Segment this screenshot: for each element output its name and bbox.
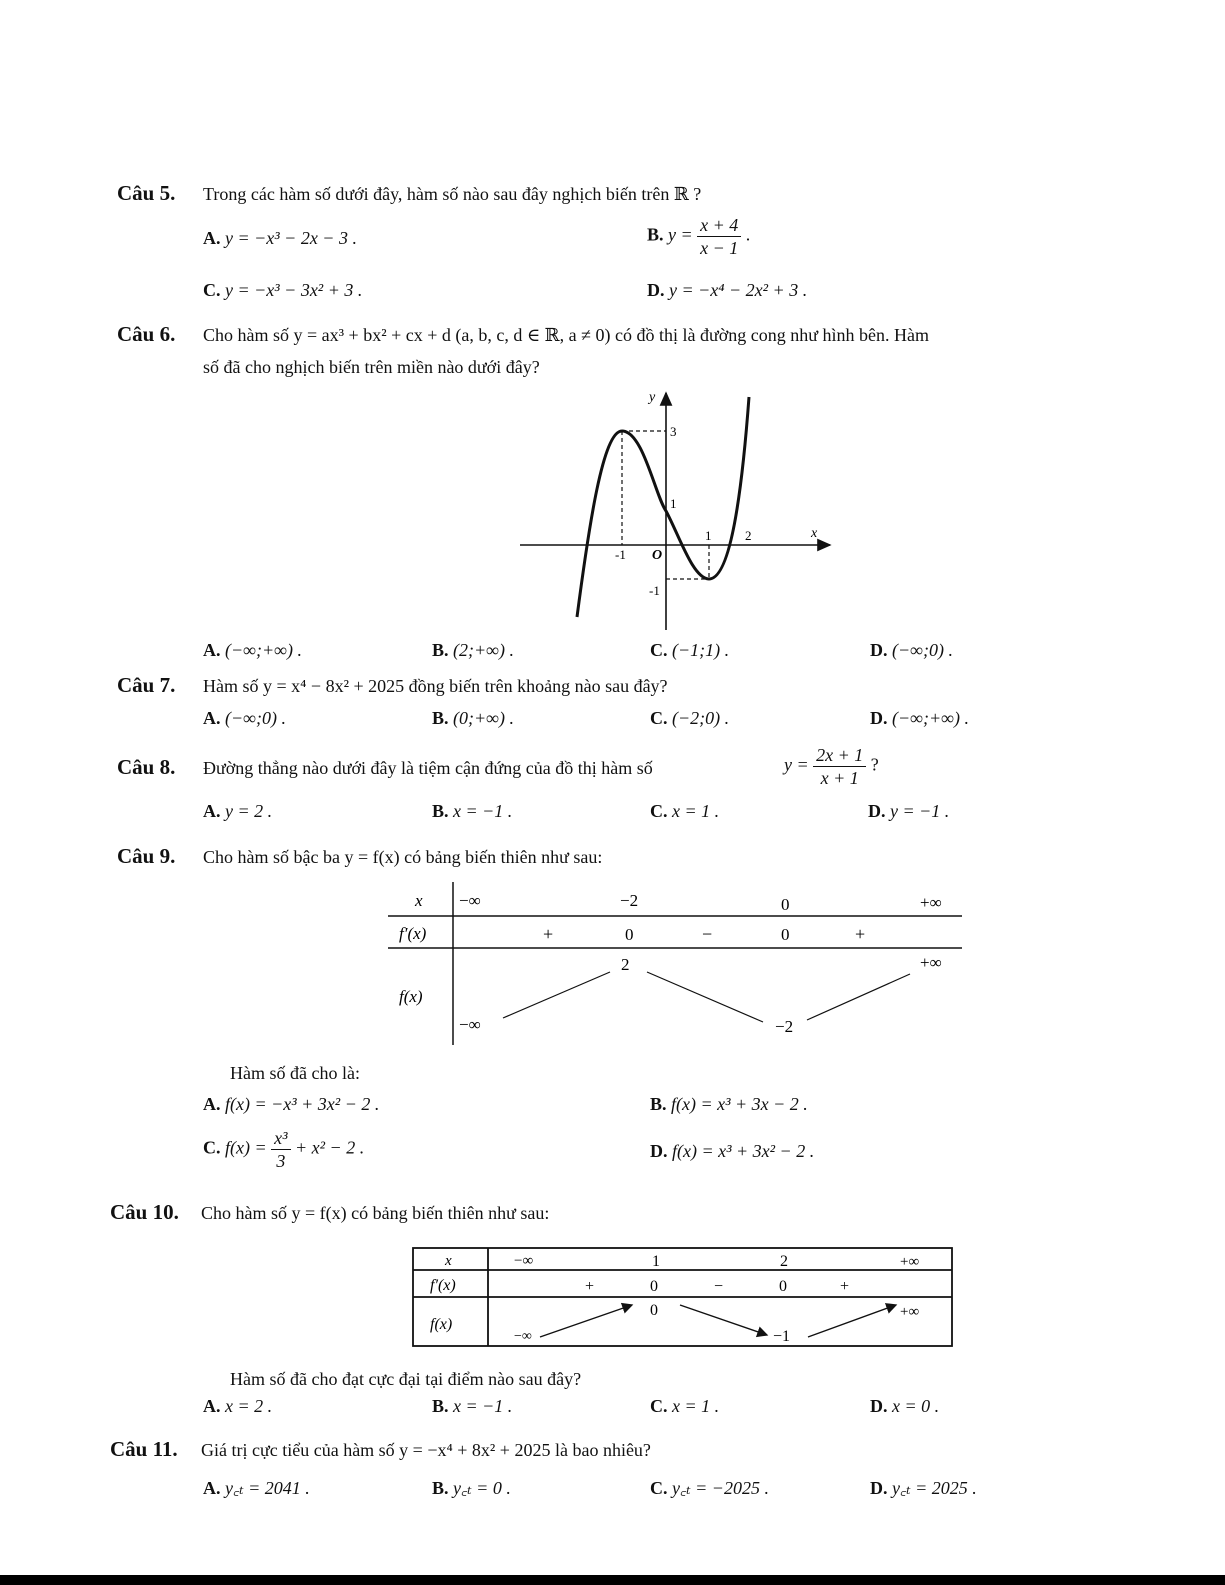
arrow-up-2 (808, 1305, 896, 1337)
fprime-plus-2: + (840, 1278, 850, 1295)
q9-option-c[interactable] (203, 1127, 364, 1172)
option-letter: B. (647, 224, 664, 245)
x-value-0: 0 (781, 895, 790, 914)
option-letter: A. (203, 1094, 221, 1114)
fraction (813, 744, 866, 789)
fprime-zero-2: 0 (781, 925, 790, 944)
function-prefix: y = (784, 754, 809, 775)
q11-label: Câu 11. (110, 1437, 178, 1461)
x-tick-1: 1 (705, 528, 712, 543)
option-letter: B. (650, 1094, 667, 1114)
option-letter: B. (432, 1478, 449, 1498)
x-value-minus-inf: −∞ (459, 891, 481, 910)
x-value-plus-inf: +∞ (900, 1254, 920, 1270)
q7-option-d[interactable] (870, 708, 969, 729)
option-value: y꜀ₜ = 0 . (453, 1478, 511, 1498)
x-tick-2: 2 (745, 528, 752, 543)
option-value: (0;+∞) . (453, 708, 514, 728)
q8-option-b[interactable] (432, 801, 512, 822)
option-value: x = 1 . (672, 801, 720, 821)
q11-option-c[interactable] (650, 1476, 769, 1500)
option-letter: A. (203, 1396, 221, 1416)
option-letter: A. (203, 801, 221, 821)
q7-option-a[interactable] (203, 708, 286, 729)
q9-option-d[interactable] (650, 1141, 814, 1162)
option-value: (−∞;+∞) . (892, 708, 969, 728)
q6-option-d[interactable] (870, 640, 953, 661)
x-axis-label: x (811, 526, 818, 541)
option-value: y = −x⁴ − 2x² + 3 . (669, 280, 808, 300)
option-letter: B. (432, 640, 449, 660)
q6-option-b[interactable] (432, 640, 514, 661)
q10-intro: Hàm số đã cho đạt cực đại tại điểm nào sau đây? (230, 1369, 582, 1389)
option-letter: A. (203, 1478, 221, 1498)
arrow-up-2 (807, 974, 910, 1020)
x-value-minus2: −2 (620, 891, 639, 910)
arrow-down (680, 1305, 767, 1335)
option-value: y = (668, 224, 693, 245)
q11-text: Giá trị cực tiểu của hàm số y = −x⁴ + 8x² + 2025 là bao nhiêu? (201, 1440, 651, 1460)
option-value: (2;+∞) . (453, 640, 514, 660)
q7-option-b[interactable] (432, 708, 514, 729)
option-value: x = −1 . (453, 801, 513, 821)
option-letter: D. (870, 640, 888, 660)
x-label: x (445, 1253, 452, 1269)
option-letter: B. (432, 708, 449, 728)
option-value: y = −1 . (890, 801, 950, 821)
y-tick-minus1: -1 (649, 583, 660, 598)
x-value-2: 2 (780, 1253, 788, 1270)
q6-option-c[interactable] (650, 640, 729, 661)
option-letter: B. (432, 1396, 449, 1416)
q9-option-a[interactable] (203, 1094, 379, 1115)
q11-option-a[interactable] (203, 1476, 310, 1500)
f-value-2: 2 (621, 955, 630, 974)
option-value: y = −x³ − 3x² + 3 . (225, 280, 363, 300)
fprime-zero-1: 0 (625, 925, 634, 944)
y-tick-1: 1 (670, 496, 677, 511)
q6-option-a[interactable] (203, 640, 302, 661)
option-value: y꜀ₜ = −2025 . (672, 1478, 769, 1498)
fprime-zero-2: 0 (779, 1278, 787, 1295)
f-value-plus-inf: +∞ (920, 953, 942, 972)
fraction-denominator: x − 1 (700, 238, 739, 258)
option-letter: C. (650, 1396, 668, 1416)
q6-label: Câu 6. (117, 322, 176, 346)
q11-option-b[interactable] (432, 1476, 511, 1500)
fprime-minus: − (714, 1278, 724, 1295)
q6-text-line1: Cho hàm số y = ax³ + bx² + cx + d (a, b, c, d ∈ ℝ, a ≠ 0) có đồ thị là đường cong như hình bên. Hàm (203, 325, 929, 345)
option-value: (−∞;0) . (225, 708, 286, 728)
option-letter: D. (870, 1396, 888, 1416)
q5-label: Câu 5. (117, 181, 176, 205)
option-letter: C. (650, 801, 668, 821)
option-value: y = −x³ − 2x − 3 . (225, 228, 357, 248)
option-letter: A. (203, 708, 221, 728)
option-value: (−∞;+∞) . (225, 640, 302, 660)
q8-option-c[interactable] (650, 801, 719, 822)
option-value: f(x) = x³ + 3x² − 2 . (672, 1141, 815, 1161)
option-value: y꜀ₜ = 2041 . (225, 1478, 310, 1498)
q8-option-a[interactable] (203, 801, 272, 822)
q10-option-a[interactable] (203, 1396, 272, 1417)
y-tick-3: 3 (670, 424, 677, 439)
arrow-up-1 (540, 1305, 632, 1337)
option-letter: D. (870, 1478, 888, 1498)
option-letter: D. (870, 708, 888, 728)
q5-option-c[interactable] (203, 280, 362, 301)
arrow-down (647, 972, 763, 1022)
q10-option-d[interactable] (870, 1396, 939, 1417)
fprime-plus-1: + (543, 924, 554, 944)
fprime-zero-1: 0 (650, 1278, 658, 1295)
fraction-numerator: x³ (271, 1127, 290, 1150)
option-value: x = 0 . (892, 1396, 940, 1416)
q10-option-c[interactable] (650, 1396, 719, 1417)
q7-option-c[interactable] (650, 708, 729, 729)
option-value: x = −1 . (453, 1396, 513, 1416)
option-letter: D. (868, 801, 886, 821)
x-value-minus-inf: −∞ (514, 1253, 534, 1269)
arrow-up-1 (503, 972, 610, 1018)
option-letter: D. (650, 1141, 668, 1161)
option-tail: + x² − 2 . (295, 1137, 365, 1158)
fprime-minus: − (702, 924, 713, 944)
q10-label: Câu 10. (110, 1200, 179, 1224)
f-label: f(x) (430, 1316, 453, 1333)
option-value: (−∞;0) . (892, 640, 953, 660)
fprime-plus-1: + (585, 1278, 595, 1295)
q9-intro: Hàm số đã cho là: (230, 1063, 360, 1083)
x-value-1: 1 (652, 1253, 660, 1270)
q6-graph (515, 385, 845, 635)
q10-text: Cho hàm số y = f(x) có bảng biến thiên như sau: (201, 1203, 550, 1223)
option-letter: B. (432, 801, 449, 821)
q5-option-b[interactable] (647, 214, 750, 259)
q8-label: Câu 8. (117, 755, 176, 779)
option-value: (−1;1) . (672, 640, 730, 660)
fraction (271, 1127, 290, 1172)
f-value-0: 0 (650, 1302, 658, 1319)
f-value-minus-inf: −∞ (459, 1015, 481, 1034)
fprime-plus-2: + (855, 924, 866, 944)
f-value-minus2: −2 (775, 1017, 794, 1036)
option-value: y꜀ₜ = 2025 . (892, 1478, 977, 1498)
q8-text: Đường thẳng nào dưới đây là tiệm cận đứng của đồ thị hàm số (203, 758, 653, 778)
origin-label: O (652, 548, 663, 563)
option-value: f(x) = −x³ + 3x² − 2 . (225, 1094, 380, 1114)
option-value: x = 2 . (225, 1396, 273, 1416)
y-axis-label: y (649, 390, 656, 405)
q9-variation-table (385, 880, 965, 1050)
f-value-plus-inf: +∞ (900, 1304, 920, 1320)
fraction-denominator: x + 1 (820, 768, 859, 788)
fraction-numerator: x + 4 (697, 214, 741, 237)
option-tail: . (745, 224, 751, 245)
fraction (697, 214, 741, 259)
option-letter: C. (203, 1137, 221, 1158)
q8-function (784, 744, 879, 789)
fprime-label: f′(x) (430, 1277, 456, 1294)
f-label: f(x) (399, 987, 423, 1006)
option-letter: A. (203, 640, 221, 660)
fraction-numerator: 2x + 1 (813, 744, 866, 767)
option-letter: C. (203, 280, 221, 300)
q10-variation-table (410, 1245, 955, 1350)
x-value-plus-inf: +∞ (920, 893, 942, 912)
option-value: y = 2 . (225, 801, 273, 821)
q7-label: Câu 7. (117, 673, 176, 697)
q9-option-b[interactable] (650, 1094, 808, 1115)
q10-option-b[interactable] (432, 1396, 512, 1417)
q7-text: Hàm số y = x⁴ − 8x² + 2025 đồng biến trên khoảng nào sau đây? (203, 676, 668, 696)
f-value-minus-inf: −∞ (514, 1329, 532, 1344)
q11-option-d[interactable] (870, 1476, 977, 1500)
x-label: x (415, 891, 423, 910)
q8-option-d[interactable] (868, 801, 949, 822)
q5-text: Trong các hàm số dưới đây, hàm số nào sau đây nghịch biến trên ℝ ? (203, 184, 702, 204)
q9-text: Cho hàm số bậc ba y = f(x) có bảng biến thiên như sau: (203, 847, 603, 867)
option-value: x = 1 . (672, 1396, 720, 1416)
option-letter: D. (647, 280, 665, 300)
option-value: (−2;0) . (672, 708, 730, 728)
fraction-denominator: 3 (276, 1151, 286, 1171)
option-letter: C. (650, 708, 668, 728)
bottom-border (0, 1575, 1225, 1585)
cubic-curve (577, 397, 749, 617)
f-value-minus1: −1 (773, 1328, 791, 1345)
q9-label: Câu 9. (117, 844, 176, 868)
option-value: f(x) = x³ + 3x − 2 . (671, 1094, 808, 1114)
option-letter: C. (650, 1478, 668, 1498)
q5-option-a[interactable] (203, 228, 357, 249)
q6-text-line2: số đã cho nghịch biến trên miền nào dưới đây? (203, 357, 540, 377)
option-letter: C. (650, 640, 668, 660)
x-tick-minus1: -1 (615, 547, 626, 562)
fprime-label: f′(x) (399, 924, 427, 943)
q5-option-d[interactable] (647, 280, 807, 301)
function-suffix: ? (870, 754, 879, 775)
option-value: f(x) = (225, 1137, 267, 1158)
option-letter: A. (203, 228, 221, 248)
